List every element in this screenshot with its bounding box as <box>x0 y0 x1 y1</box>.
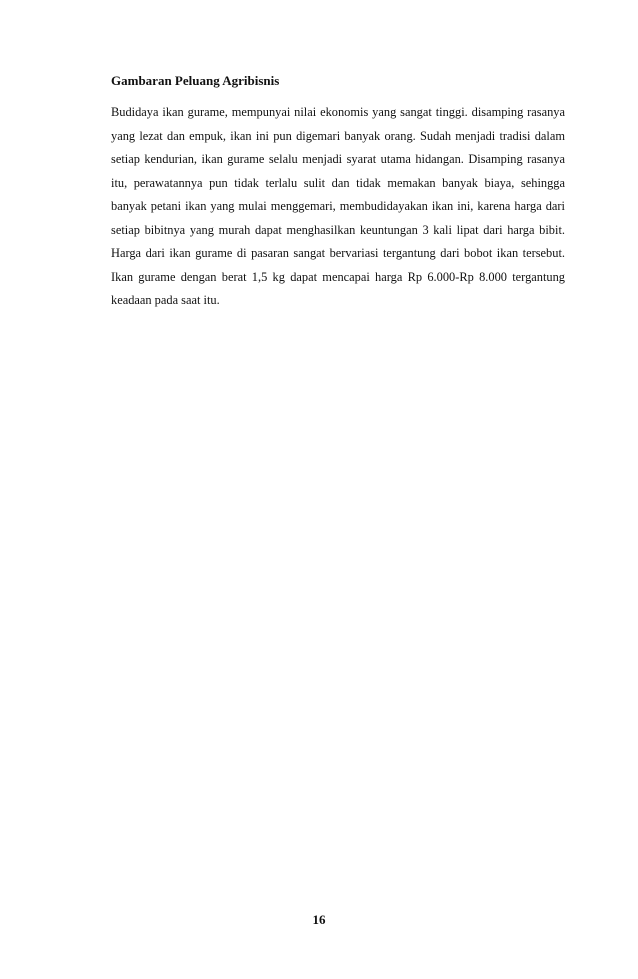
section-heading: Gambaran Peluang Agribisnis <box>111 73 280 88</box>
page-content <box>111 73 565 313</box>
body-paragraph: Budidaya ikan gurame, mempunyai nilai ekonomis yang sangat tinggi. disamping rasanya yang lezat dan empuk, ikan ini pun digemari banyak orang. Sudah menjadi tradisi dalam setiap kendurian, ikan gurame selalu menjadi syarat utama hidangan. Disamping rasanya itu, perawatannya pun tidak terlalu sulit dan tidak memakan banyak biaya, sehingga banyak petani ikan yang mulai menggemari, membudidayakan ikan ini, karena harga dari setiap bibitnya yang murah dapat menghasilkan keuntungan 3 kali lipat dari harga bibit. Harga dari ikan gurame di pasaran sangat bervariasi tergantung dari bobot ikan tersebut. Ikan gurame dengan berat 1,5 kg dapat mencapai harga Rp 6.000-Rp 8.000 tergantung keadaan pada saat itu. <box>111 105 565 307</box>
page-number: 16 <box>312 912 326 927</box>
